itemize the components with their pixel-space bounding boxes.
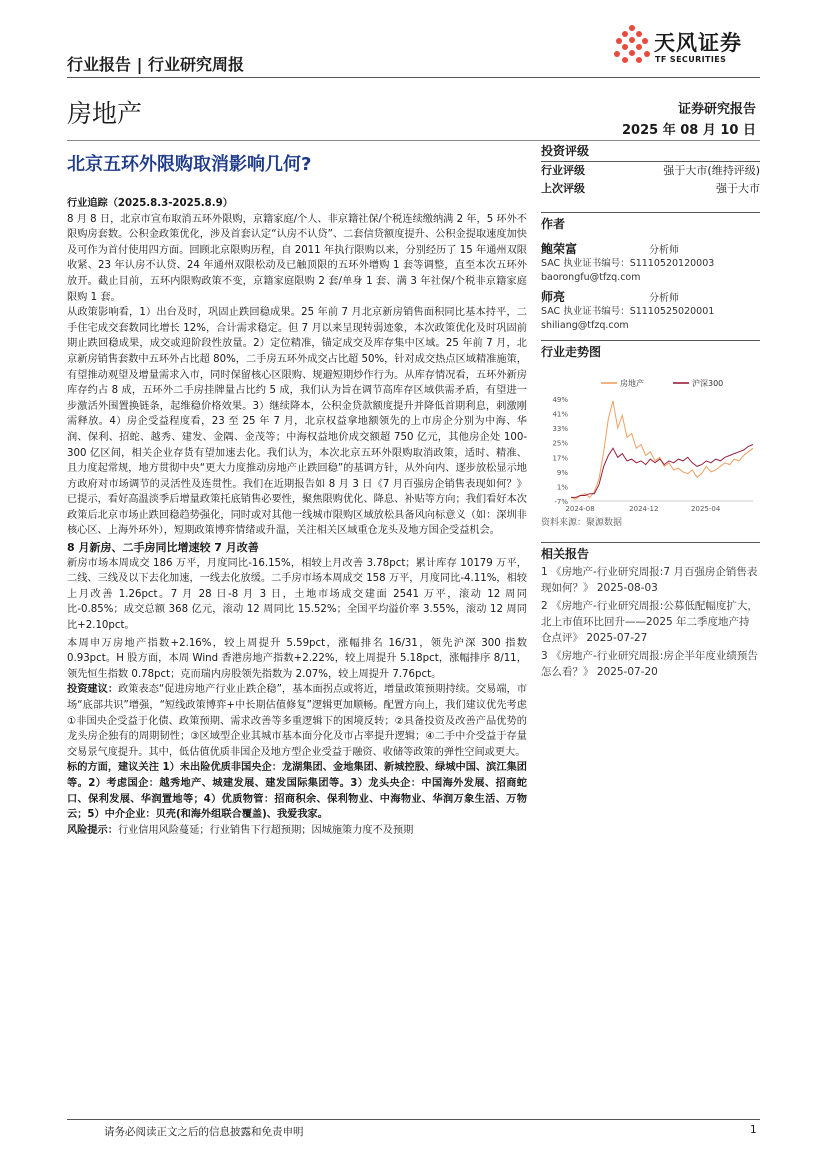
logo-text-en: TF SECURITIES (655, 55, 727, 64)
paragraph-impact: 从政策影响看，1）出台及时，巩固止跌回稳成果。25 年前 7 月北京新房销售面积同比基本持平，二手住宅成交套数同比增长 12%，合计需求稳定。但 7 月以来呈现转弱迹象，本次政策优化及时巩固前期止跌回稳成果，成交或迎阶段性放量。2）定位精准，锚定成交及库存集中区域。25 年前 7 月，北京新房销售套数中五环外占比超 80%，二手房五环外成交占比超 50%，针对成交热点区域精准施策，有望推动观望及增量需求入市，同时保留核心区限购、规避短期炒作行为。从库存情况看，五环外新房库存约占 8 成，五环外二手房挂牌量占比约 5 成，我们认为旨在调节高库存区域供需矛盾，有望进一步激活外围置换链条，起维稳价格效果。3）继续降本，公积金贷款额度提升并降低首期利息，刺激刚需释放。4）房企受益程度看，23 至 25 年 7 月，北京权益拿地额领先的上市房企分别为中海、华润、保利、招蛇、越秀、建发、金隅、金茂等；中海权益地价成交额超 750 亿元，其他房企处 100-300 亿区间，相关企业存货有望加速去化。我们认为，本次北京五环外限购取消政策，适时、精准、且力度起常规，地方贯彻中央“更大力度推动房地产止跌回稳”的基调方针，从外向内、逐步放松显示地方政府对市场调节的灵活性及连贯性。我们在近期报告如 8 月 3 日《7 月百强房企销售表现如何？》已提示，看好高温淡季后增量政策托底销售必要性，聚焦限购优化、降息、补贴等方向；我们看好本次政策后北京市场止跌回稳趋势强化，同时或对其他一线城市限购区域放松具备风向标意义（如：深圳非核心区、上海外环外），短期政策博弈情绪或升温，关注相关区域重仓龙头及地方国企受益机会。 (67, 307, 527, 537)
paragraph-policy: 8 月 8 日，北京市宣布取消五环外限购，京籍家庭/个人、非京籍社保/个税连续缴纳满 2 年，5 环外不限购房套数。公积金政策优化，涉及首套认定“认房不认贷”、二套信贷额度提升、公积金提取速度加快及可作为首付使用四方面。回顾北京限购历程，自 2011 年执行限购以来，分别经历了 15 年通州双限收紧、23 年认房不认贷、24 年通州双限松动及已触顶限的五环外增购 1 套等调整，直至本次五环外放开。截止目前，五环内限购政策不变，京籍家庭限购 2 套/单身 1 套、满 3 年社保/个税非京籍家庭限购 1 套。 (67, 213, 527, 303)
series-line (571, 401, 753, 499)
rating-label: 行业评级 (541, 164, 585, 177)
y-tick-label: 1% (556, 483, 568, 492)
author-name: 师亮 (541, 290, 566, 304)
y-tick-label: 33% (552, 425, 568, 434)
report-title: 北京五环外限购取消影响几何? (67, 154, 312, 175)
tracking-heading: 行业追踪（2025.8.3-2025.8.9） (67, 198, 233, 209)
y-tick-label: 41% (552, 410, 568, 419)
prev-rating-value: 强于大市 (716, 182, 760, 195)
page-number: 1 (750, 1124, 757, 1136)
author-heading: 作者 (541, 212, 760, 232)
risk-label: 风险提示： (67, 824, 118, 836)
report-type: 行业报告 | 行业研究周报 (67, 55, 244, 74)
footer-disclaimer: 请务必阅读正文之后的信息披露和免责申明 (104, 1126, 304, 1138)
logo-text-cn: 天风证券 (654, 31, 742, 55)
rating-row (541, 161, 760, 180)
author-cert: SAC 执业证书编号：S1110525020001 (541, 306, 715, 317)
advice-label: 投资建议： (67, 684, 119, 696)
series-line (571, 445, 753, 498)
rating-value: 强于大市(维持评级) (663, 164, 760, 177)
industry-name: 房地产 (67, 99, 143, 128)
prev-rating-label: 上次评级 (541, 182, 585, 195)
author-cert: SAC 执业证书编号：S1110520120003 (541, 258, 715, 269)
rating-heading: 投资评级 (541, 144, 590, 158)
legend-label: 沪深300 (692, 379, 724, 388)
author-name: 鲍荣富 (541, 242, 578, 256)
company-logo (612, 24, 762, 70)
report-kind: 证券研究报告 (677, 102, 756, 117)
paragraph-advice (67, 682, 527, 760)
y-tick-label: -7% (554, 498, 568, 506)
paragraph-targets: 标的方面，建议关注 1）未出险优质非国央企：龙湖集团、金地集团、新城控股、绿城中国、滨江集团等。2）考虑国企：越秀地产、城建发展、建发国际集团等。3）龙头央企：中国海外发展、招商蛇口、保利发展、华润置地等；4）优质物管：招商积余、保利物业、中海物业、华润万象生活、万物云；5）中介企业：贝壳(和海外组联合覆盖)、我爱我家。 (67, 762, 527, 821)
footer-rule (67, 1119, 760, 1120)
y-tick-label: 17% (552, 454, 568, 463)
trend-panel (541, 340, 760, 360)
advice-text: 政策表态“促进房地产行业止跌企稳”，基本面拐点或将近，增量政策预期持续。交易端，市场“底部共识”增强，“短线政策博弈+中长期估值修复”逻辑更加顺畅。配置方向上，我们建议优先考虑①非国央企受益于化债、政策预期、需求改善等多重逻辑下的困境反转；②具备投资及改善产品优势的龙头房企独有的周期韧性；③区域型企业其城市基本面分化及市占率提升逻辑；④二手中介受益于存量交易景气度提升。其中，低估值优质非国企及地方型企业受益于融资、收储等政策的弹性空间或更大。 (67, 684, 527, 758)
section-heading-market: 8 月新房、二手房同比增速较 7 月改善 (67, 541, 259, 555)
header-rule (67, 77, 760, 78)
x-tick-label: 2024-08 (565, 505, 595, 513)
related-report-item[interactable]: 1 《房地产-行业研究周报:7 月百强房企销售表现如何？》 2025-08-03 (541, 566, 758, 594)
author-card (541, 288, 760, 333)
related-heading: 相关报告 (541, 542, 760, 562)
rating-panel (541, 140, 760, 198)
related-report-item[interactable]: 3 《房地产-行业研究周报:房企半年度业绩预告怎么看？》 2025-07-20 (541, 650, 758, 678)
risk-text: 行业信用风险蔓延；行业销售下行超预期；因城施策力度不及预期 (117, 824, 414, 836)
trend-chart (541, 362, 760, 530)
paragraph-index: 本周申万房地产指数+2.16%，较上周提升 5.59pct，涨幅排名 16/31，领先沪深 300 指数 0.93pct。H 股方面，本周 Wind 香港房地产指数+2.22%，较上周提升 5.18pct，涨幅排序 8/11，领先恒生指数 0.78pct；克而瑞内房股领先指数为 2.07%，较上周提升 7.76pct。 (67, 637, 527, 680)
report-date: 2025 年 08 月 10 日 (622, 123, 756, 138)
logo-mark-icon (612, 24, 652, 68)
trend-heading: 行业走势图 (541, 340, 760, 360)
y-tick-label: 9% (556, 468, 568, 477)
author-card (541, 240, 760, 285)
y-tick-label: 25% (552, 439, 568, 448)
y-tick-label: 49% (552, 396, 568, 404)
author-role: 分析师 (649, 293, 679, 304)
related-report-item[interactable]: 2 《房地产-行业研究周报:公募低配幅度扩大，北上市值环比回升——2025 年二季度地产持仓点评》 2025-07-27 (541, 600, 758, 644)
chart-source: 资料来源：聚源数据 (541, 518, 623, 528)
main-body (67, 196, 527, 838)
prev-rating-row (541, 180, 760, 198)
author-panel (541, 212, 760, 333)
legend-label: 房地产 (620, 379, 644, 388)
author-email[interactable]: shiliang@tfzq.com (541, 320, 629, 331)
related-panel (541, 542, 760, 680)
author-role: 分析师 (649, 245, 679, 256)
author-email[interactable]: baorongfu@tfzq.com (541, 272, 641, 283)
paragraph-market: 新房市场本周成交 186 万平，月度同比-16.15%，相较上月改善 3.78pct；累计库存 10179 万平，二线、三线及以下去化加速，一线去化放缓。二手房市场本周成交 158 万平，月度同比-4.11%，相较上月改善 1.26pct。7 月 28 日-8 月 3 日，土地市场成交建面 2541 万平，滚动 12 周同比-0.85%；成交总额 368 亿元，滚动 12 周同比 15.52%；全国平均溢价率 3.55%，滚动 12 周同比+2.10pct。 (67, 557, 527, 632)
x-tick-label: 2025-04 (691, 505, 721, 513)
paragraph-risk (67, 823, 527, 839)
x-tick-label: 2024-12 (629, 505, 659, 513)
